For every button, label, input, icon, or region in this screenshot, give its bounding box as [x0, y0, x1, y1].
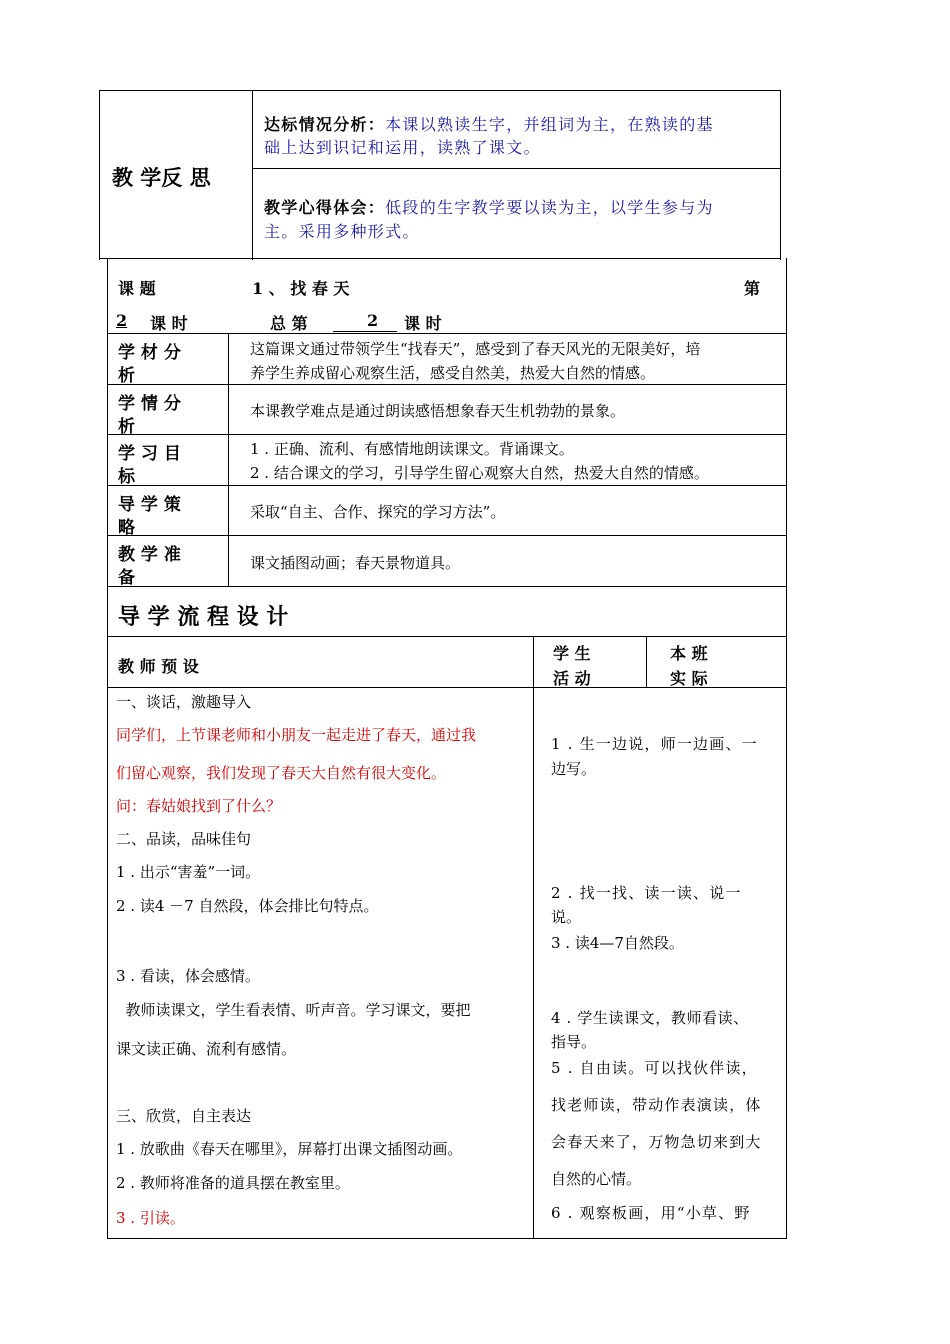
material-label-2: 析	[118, 366, 135, 386]
experience-text-1: 低段的生字教学要以读为主，以学生参与为	[385, 198, 714, 217]
total-number: 2	[367, 311, 379, 330]
strategy-label-2: 略	[118, 518, 135, 538]
student-line: 5 . 自由读。可以找伙伴读，	[551, 1059, 758, 1077]
prep-label-2: 备	[118, 568, 135, 588]
material-text-1: 这篇课文通过带领学生“找春天”，感受到了春天风光的无限美好，培	[250, 340, 701, 358]
teacher-line: 同学们，上节课老师和小朋友一起走进了春天，通过我	[116, 726, 477, 744]
flow-title: 导 学 流 程 设 计	[118, 604, 289, 630]
analysis-title: 达标情况分析：	[264, 115, 386, 134]
topic-title: 1 、 找 春 天	[252, 279, 350, 298]
student-line: 4 . 学生读课文，教师看读、	[551, 1009, 749, 1027]
teacher-line: 3 . 看读，体会感情。	[116, 967, 260, 985]
student-line: 边写。	[551, 760, 597, 778]
student-line: 6 . 观察板画，用“小草、野	[551, 1204, 751, 1222]
period-unit: 课 时	[150, 314, 188, 333]
reflection-label: 教 学反 思	[112, 165, 211, 190]
actual-column-header-1: 本 班	[670, 644, 708, 663]
situation-label-2: 析	[118, 417, 135, 437]
teacher-line: 一、谈话，激趣导入	[116, 693, 252, 711]
teacher-line: 1 . 出示“害羞”一词。	[116, 863, 261, 881]
goal-text-1: 1 . 正确、流利、有感情地朗读课文。背诵课文。	[250, 440, 574, 458]
teacher-line: 课文读正确、流利有感情。	[116, 1040, 297, 1058]
analysis-line-1	[264, 112, 714, 135]
analysis-text-2: 础上达到识记和运用，读熟了课文。	[264, 138, 541, 157]
experience-text-2: 主。采用多种形式。	[264, 222, 420, 241]
topic-label: 课 题	[118, 279, 156, 298]
prep-label: 教 学 准	[118, 545, 181, 565]
teacher-line: 2 . 教师将准备的道具摆在教室里。	[116, 1174, 350, 1192]
student-line: 2 . 找一找、读一读、说一	[551, 884, 742, 902]
teacher-line: 3 . 引读。	[116, 1209, 185, 1227]
total-underline	[333, 331, 397, 332]
strategy-label: 导 学 策	[118, 495, 181, 515]
student-column-header-1: 学 生	[553, 644, 591, 663]
actual-column-header-2: 实 际	[670, 669, 708, 688]
strategy-text: 采取“自主、合作、探究的学习方法”。	[250, 503, 506, 521]
material-text-2: 养学生养成留心观察生活，感受自然美，热爱大自然的情感。	[250, 364, 656, 382]
situation-text: 本课教学难点是通过朗读感悟想象春天生机勃勃的景象。	[250, 402, 626, 420]
material-label: 学 材 分	[118, 343, 181, 363]
student-column-header-2: 活 动	[553, 669, 591, 688]
period-prefix: 第	[744, 279, 761, 298]
teacher-line: 三、欣赏，自主表达	[116, 1107, 252, 1125]
situation-label: 学 情 分	[118, 394, 181, 414]
student-line: 自然的心情。	[551, 1170, 642, 1188]
period-number: 2	[116, 311, 128, 330]
analysis-text-1: 本课以熟读生字，并组词为主，在熟读的基	[385, 115, 714, 134]
goal-label: 学 习 目	[118, 444, 181, 464]
teacher-line: 问：春姑娘找到了什么？	[116, 797, 282, 815]
student-line: 指导。	[551, 1033, 597, 1051]
experience-line-1	[264, 195, 714, 218]
teacher-line: 二、品读，品味佳句	[116, 830, 252, 848]
teacher-line: 2 . 读4 －7 自然段，体会排比句特点。	[116, 897, 379, 915]
student-line: 说。	[551, 908, 582, 926]
total-unit: 课 时	[404, 314, 442, 333]
student-line: 找老师读，带动作表演读，体	[551, 1096, 762, 1114]
student-line: 3 . 读4—7自然段。	[551, 934, 684, 952]
goal-text-2: 2 . 结合课文的学习，引导学生留心观察大自然，热爱大自然的情感。	[250, 464, 709, 482]
student-line: 1 . 生一边说，师一边画、一	[551, 735, 758, 753]
total-label: 总 第	[270, 314, 308, 333]
teacher-line: 们留心观察，我们发现了春天大自然有很大变化。	[116, 764, 447, 782]
teacher-line: 1 . 放歌曲《春天在哪里》，屏幕打出课文插图动画。	[116, 1140, 463, 1158]
prep-text: 课文插图动画；春天景物道具。	[250, 554, 461, 572]
student-line: 会春天来了，万物急切来到大	[551, 1133, 762, 1151]
goal-label-2: 标	[118, 467, 135, 487]
teacher-line: 教师读课文，学生看表情、听声音。学习课文，要把	[116, 1001, 471, 1019]
experience-title: 教学心得体会：	[264, 198, 386, 217]
teacher-column-header: 教 师 预 设	[118, 657, 199, 676]
